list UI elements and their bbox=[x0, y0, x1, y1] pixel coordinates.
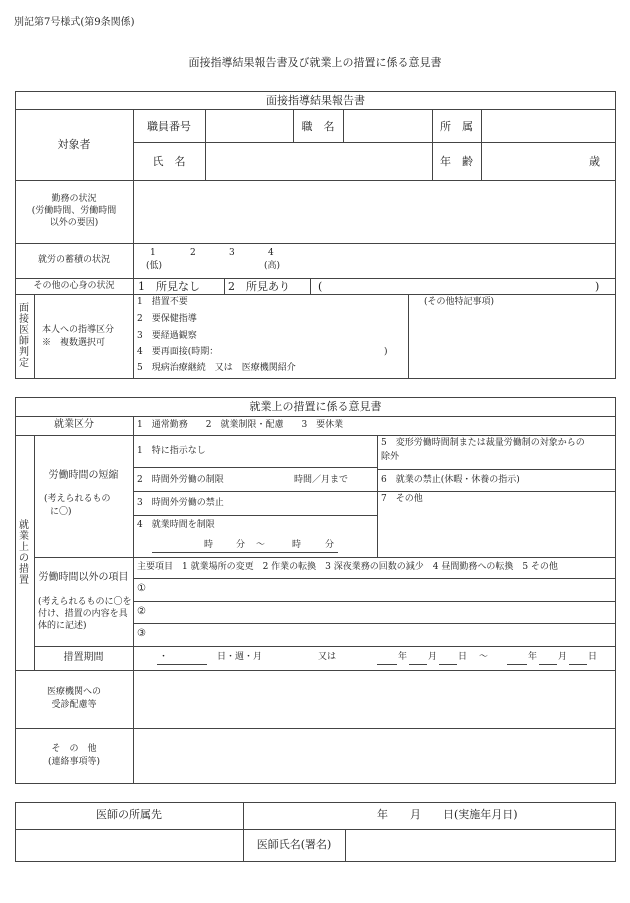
position-label: 職 名 bbox=[301, 120, 335, 133]
subject-label: 対象者 bbox=[57, 138, 91, 151]
work-status-label-1: 勤務の状況 bbox=[51, 194, 97, 204]
shorten-opt-4: 4 就業時間を制限 bbox=[137, 520, 215, 530]
period-or: 又は bbox=[318, 652, 337, 662]
form-id: 別記第7号様式(第9条関係) bbox=[14, 17, 135, 28]
guidance-opt-1: 1 措置不要 bbox=[137, 297, 188, 307]
period-day-1: 日 bbox=[458, 652, 468, 662]
guidance-opt-3: 3 要経過観察 bbox=[137, 331, 197, 341]
circled-3: ③ bbox=[137, 628, 146, 639]
time-min-2: 分 bbox=[325, 540, 335, 550]
guidance-label: 本人への指導区分 bbox=[42, 325, 115, 335]
special-notes-label: (その他特記事項) bbox=[424, 297, 495, 307]
measures-vertical: 就業上の措置 bbox=[19, 520, 29, 586]
doctor-name-label: 医師氏名(署名) bbox=[256, 838, 332, 851]
guidance-opt-4-close: ) bbox=[384, 347, 388, 357]
circled-1: ① bbox=[137, 583, 146, 594]
period-day-2: 日 bbox=[588, 652, 598, 662]
department-label: 所 属 bbox=[440, 120, 473, 133]
time-wave: ～ bbox=[256, 540, 266, 550]
work-category-label: 就業区分 bbox=[54, 419, 94, 430]
name-label: 氏 名 bbox=[152, 155, 186, 168]
time-hour-1: 時 bbox=[204, 540, 214, 550]
fatigue-3: 3 bbox=[229, 248, 235, 258]
misc-label-2: (連絡事項等) bbox=[47, 757, 101, 767]
fatigue-4: 4 bbox=[268, 248, 274, 258]
shorten-note-1: (考えられるもの bbox=[44, 494, 111, 504]
report-title: 面接指導結果報告書 bbox=[266, 94, 365, 107]
shorten-opt-5-line2: 除外 bbox=[381, 452, 400, 462]
time-min-1: 分 bbox=[236, 540, 246, 550]
work-category-options: 1 通常勤務 2 就業制限・配慮 3 要休業 bbox=[137, 420, 344, 430]
time-hour-2: 時 bbox=[292, 540, 302, 550]
period-label: 措置期間 bbox=[63, 652, 104, 663]
shorten-opt-2: 2 時間外労働の制限 bbox=[137, 475, 224, 485]
fatigue-2: 2 bbox=[190, 248, 196, 258]
period-year-2: 年 bbox=[528, 652, 538, 662]
other-items-note-1: (考えられるものに〇を bbox=[38, 597, 132, 607]
other-paren-close: ) bbox=[595, 280, 600, 293]
period-month-1: 月 bbox=[428, 652, 438, 662]
period-wave: ～ bbox=[479, 652, 489, 662]
fatigue-high: (高) bbox=[264, 261, 281, 271]
opinion-table bbox=[15, 397, 616, 784]
shorten-opt-5-line1: 5 変形労働時間制または裁量労働制の対象からの bbox=[381, 438, 585, 448]
other-paren-open: ( bbox=[318, 280, 323, 293]
fatigue-low: (低) bbox=[146, 261, 163, 271]
shorten-opt-6: 6 就業の禁止(休暇・休養の指示) bbox=[381, 475, 520, 485]
judgement-vertical: 面接医師判定 bbox=[19, 303, 29, 369]
medical-label-2: 受診配慮等 bbox=[51, 700, 97, 710]
overtime-unit: 時間／月まで bbox=[294, 475, 349, 485]
opinion-title: 就業上の措置に係る意見書 bbox=[249, 400, 382, 413]
work-status-label-3: 以外の要因) bbox=[49, 218, 99, 228]
shorten-opt-7: 7 その他 bbox=[381, 494, 423, 504]
other-opt-findings: 2 所見あり bbox=[228, 280, 290, 293]
guidance-opt-4: 4 要再面接(時期： bbox=[137, 347, 219, 357]
other-items-note-3: 体的に記述) bbox=[38, 621, 87, 631]
period-dot: ・ bbox=[159, 652, 169, 662]
report-table bbox=[15, 91, 616, 379]
guidance-opt-5: 5 現病治療継続 又は 医療機関紹介 bbox=[137, 363, 296, 373]
other-opt-none: 1 所見なし bbox=[138, 280, 200, 293]
other-condition-label: その他の心身の状況 bbox=[33, 281, 115, 291]
guidance-opt-2: 2 要保健指導 bbox=[137, 314, 197, 324]
work-status-label-2: (労働時間、労働時間 bbox=[31, 206, 117, 216]
staff-no-label: 職員番号 bbox=[147, 120, 191, 133]
guidance-note: ※ 複数選択可 bbox=[42, 338, 106, 348]
period-unit: 日・週・月 bbox=[217, 652, 263, 662]
document-title: 面接指導結果報告書及び就業上の措置に係る意見書 bbox=[188, 56, 442, 69]
medical-label-1: 医療機関への bbox=[46, 687, 101, 697]
shorten-opt-1: 1 特に指示なし bbox=[137, 446, 206, 456]
period-month-2: 月 bbox=[558, 652, 568, 662]
other-items-label: 労働時間以外の項目 bbox=[38, 572, 129, 583]
age-unit: 歳 bbox=[589, 155, 600, 168]
misc-label-1: そ の 他 bbox=[51, 744, 97, 754]
shorten-label: 労働時間の短縮 bbox=[48, 470, 119, 481]
age-label: 年 齢 bbox=[440, 155, 473, 168]
main-items: 主要項目 1 就業場所の変更 2 作業の転換 3 深夜業務の回数の減少 4 昼間勤務への転換 5 その他 bbox=[137, 562, 558, 572]
shorten-note-2: に〇) bbox=[50, 507, 72, 517]
other-items-note-2: 付け、措置の内容を具 bbox=[38, 609, 128, 619]
shorten-opt-3: 3 時間外労働の禁止 bbox=[137, 498, 224, 508]
fatigue-1: 1 bbox=[150, 248, 156, 258]
doctor-date-label: 年 月 日(実施年月日) bbox=[377, 808, 518, 821]
circled-2: ② bbox=[137, 606, 146, 617]
doctor-affiliation-label: 医師の所属先 bbox=[96, 808, 162, 821]
fatigue-label: 就労の蓄積の状況 bbox=[37, 255, 110, 265]
period-year-1: 年 bbox=[398, 652, 408, 662]
